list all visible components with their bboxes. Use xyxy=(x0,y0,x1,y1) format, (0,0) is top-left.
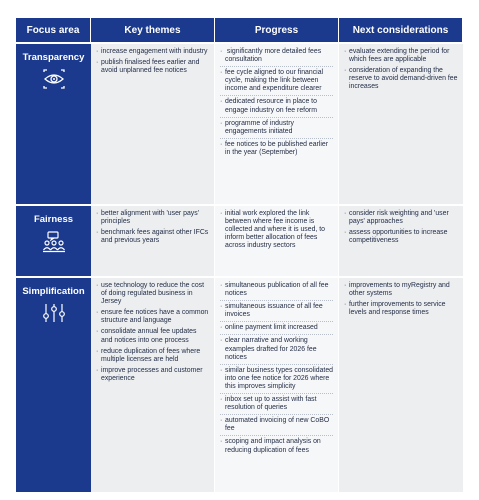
area-transparency xyxy=(16,42,91,204)
list-item-text: inbox set up to assist with fast resolution of queries xyxy=(225,396,317,412)
list-item-text: consider risk weighting and 'user pays' approaches xyxy=(349,210,449,226)
list-item-text: benchmark fees against other IFCs and previous years xyxy=(101,229,209,245)
focus-table xyxy=(16,18,463,492)
list-item xyxy=(220,396,333,415)
list-item-text: consolidate annual fee updates and notices into one process xyxy=(101,328,197,344)
list-item xyxy=(344,229,458,245)
list-item xyxy=(344,282,458,298)
list-item-text: fee notices to be published earlier in the year (September) xyxy=(225,140,329,156)
list-item-text: fee cycle aligned to our financial cycle, making the link between income and expenditure clearer xyxy=(225,69,324,93)
list-item-text: further improvements to service levels and response times xyxy=(349,301,446,317)
list-item xyxy=(220,69,333,96)
list-item xyxy=(344,48,458,64)
row-simplification-key-themes xyxy=(91,276,215,492)
list-item xyxy=(96,367,209,383)
list xyxy=(96,48,209,75)
list-item xyxy=(220,120,333,139)
list-item-text: better alignment with 'user pays' principles xyxy=(101,210,199,226)
list-item-text: reduce duplication of fees where multiple licenses are held xyxy=(101,347,201,363)
list-item xyxy=(344,67,458,91)
list-item xyxy=(220,337,333,364)
row-fairness-next xyxy=(339,204,463,276)
area-title: Transparency xyxy=(22,52,85,63)
list-item-text: automated invoicing of new CoBO fee xyxy=(225,417,330,433)
list-item-text: clear narrative and working examples drafted for 2026 fee notices xyxy=(225,337,317,361)
area-simplification xyxy=(16,276,91,492)
list-item-text: improve processes and customer experience xyxy=(101,366,203,382)
list-item-text: initial work explored the link between where fee income is collected and where it is used, to inform better allocation of fees across industry sectors xyxy=(225,210,325,250)
list-item xyxy=(96,328,209,344)
list-item xyxy=(220,98,333,117)
list-item xyxy=(220,141,333,159)
row-fairness-key-themes xyxy=(91,204,215,276)
area-title: Fairness xyxy=(33,214,74,225)
row-simplification-next xyxy=(339,276,463,492)
list-item xyxy=(344,210,458,226)
list-item xyxy=(220,324,333,335)
list-item-text: significantly more detailed fees consultation xyxy=(225,48,322,64)
list-item-text: assess opportunities to increase competitiveness xyxy=(349,229,448,245)
sliders-icon xyxy=(42,303,66,323)
list-item xyxy=(220,282,333,301)
row-simplification-progress xyxy=(215,276,339,492)
list-item xyxy=(96,348,209,364)
row-transparency-progress xyxy=(215,42,339,204)
list xyxy=(220,282,333,457)
list xyxy=(96,282,209,383)
list-item xyxy=(96,282,209,306)
list xyxy=(96,210,209,245)
eye-icon xyxy=(42,69,66,89)
list xyxy=(220,210,333,252)
row-transparency-key-themes xyxy=(91,42,215,204)
list xyxy=(344,282,458,317)
list-item xyxy=(220,438,333,456)
list-item-text: publish finalised fees earlier and avoid unplanned fee notices xyxy=(101,59,200,75)
list-item-text: scoping and impact analysis on reducing duplication of fees xyxy=(225,438,321,454)
list-item-text: increase engagement with industry xyxy=(101,48,208,55)
list xyxy=(344,210,458,245)
list-item-text: use technology to reduce the cost of doing regulated business in Jersey xyxy=(101,282,205,306)
people-discussion-icon xyxy=(42,231,66,253)
area-fairness xyxy=(16,204,91,276)
list-item-text: dedicated resource in place to engage industry on fee reform xyxy=(225,98,317,114)
list-item xyxy=(220,417,333,436)
list-item xyxy=(96,309,209,325)
list-item xyxy=(220,303,333,322)
list-item-text: online payment limit increased xyxy=(225,324,318,332)
list-item xyxy=(220,367,333,394)
list-item-text: evaluate extending the period for which fees are applicable xyxy=(349,48,450,64)
header-next-considerations: Next considerations xyxy=(339,18,463,42)
list-item xyxy=(96,48,209,56)
list xyxy=(220,48,333,159)
list-item xyxy=(96,210,209,226)
list-item-text: programme of industry engagements initiated xyxy=(225,119,294,135)
list-item-text: ensure fee notices have a common structure and language xyxy=(101,309,209,325)
list xyxy=(344,48,458,91)
list-item xyxy=(344,301,458,317)
list-item-text: similar business types consolidated into one fee notice for 2026 where this improves simplicity xyxy=(225,366,334,390)
header-key-themes: Key themes xyxy=(91,18,215,42)
list-item-text: simultaneous issuance of all fee invoices xyxy=(225,303,323,319)
list-item-text: consideration of expanding the reserve to avoid demand-driven fee increases xyxy=(349,67,458,91)
list-item xyxy=(220,210,333,252)
header-progress: Progress xyxy=(215,18,339,42)
row-transparency-next xyxy=(339,42,463,204)
list-item-text: improvements to myRegistry and other systems xyxy=(349,282,450,298)
header-focus-area: Focus area xyxy=(16,18,91,42)
list-item-text: simultaneous publication of all fee notices xyxy=(225,282,329,298)
row-fairness-progress xyxy=(215,204,339,276)
list-item xyxy=(96,229,209,245)
list-item xyxy=(96,59,209,75)
area-title: Simplification xyxy=(22,286,85,297)
list-item xyxy=(220,48,333,67)
